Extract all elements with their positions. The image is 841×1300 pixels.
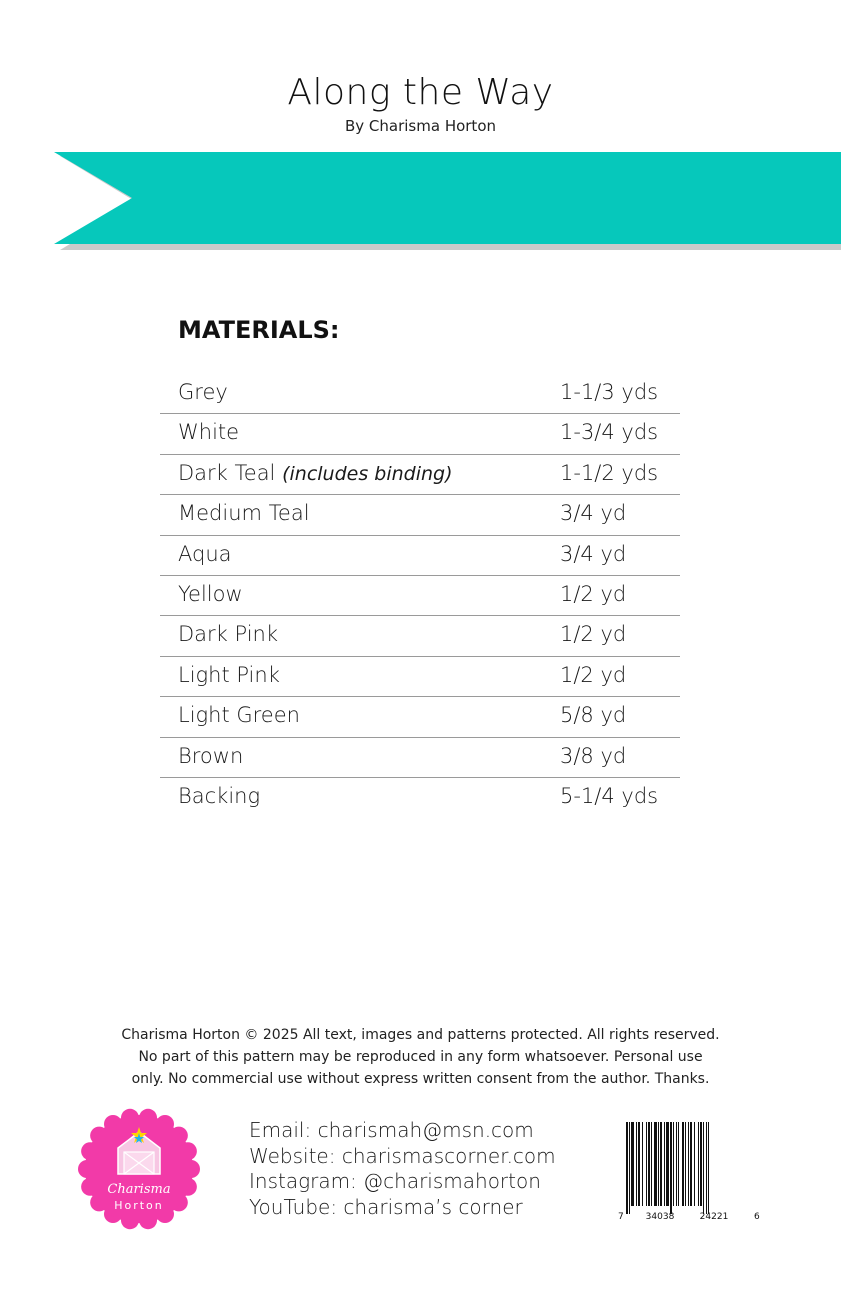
material-name: White (178, 420, 240, 445)
upc-barcode (614, 1120, 764, 1220)
material-name: Dark Pink (178, 622, 279, 647)
table-row (160, 697, 680, 737)
material-quantity: 3/4 yd (560, 541, 627, 566)
material-name: Brown (178, 743, 244, 768)
material-quantity: 1-1/3 yds (560, 380, 659, 404)
material-name: Medium Teal (178, 501, 310, 526)
materials-heading: MATERIALS: (178, 316, 340, 344)
material-name: Dark Teal (includes binding) (178, 460, 453, 485)
table-row (160, 455, 680, 495)
material-name: Yellow (178, 581, 243, 606)
table-row (160, 374, 680, 414)
barcode-digit-left: 7 (618, 1212, 624, 1220)
material-quantity: 1/2 yd (560, 662, 627, 687)
teal-ribbon-banner (0, 150, 841, 250)
contact-info (249, 1118, 556, 1220)
logo-text-charisma: Charisma (107, 1182, 171, 1197)
contact-website[interactable]: Website: charismascorner.com (249, 1143, 556, 1168)
copyright-notice: Charisma Horton © 2025 All text, images and patterns protected. All rights reserved. No part of this pattern may be reproduced in any form whatsoever. Personal use only. No commercial use without express written consent from the author. Thanks. (121, 1027, 720, 1087)
material-name: Aqua (178, 541, 232, 566)
table-row (160, 495, 680, 535)
material-quantity: 1/2 yd (560, 622, 627, 647)
table-row (160, 738, 680, 778)
contact-email[interactable]: Email: charismah@msn.com (249, 1118, 534, 1142)
material-quantity: 1/2 yd (560, 581, 627, 606)
table-row (160, 576, 680, 616)
material-quantity: 5/8 yd (560, 703, 627, 728)
material-name: Backing (178, 783, 261, 808)
material-name: Light Pink (178, 662, 280, 687)
material-quantity: 5-1/4 yds (560, 783, 659, 808)
material-quantity: 3/4 yd (560, 501, 627, 526)
contact-instagram[interactable]: Instagram: @charismahorton (249, 1169, 541, 1193)
logo-text-horton: Horton (114, 1199, 164, 1212)
charisma-horton-logo (78, 1108, 200, 1230)
author-byline: By Charisma Horton (344, 117, 497, 135)
table-row (160, 414, 680, 454)
table-row (160, 536, 680, 576)
material-note: (includes binding) (282, 462, 453, 485)
material-quantity: 1-3/4 yds (560, 420, 659, 445)
barcode-group-2: 24221 (699, 1212, 729, 1220)
contact-youtube[interactable]: YouTube: charisma’s corner (249, 1194, 523, 1219)
table-row (160, 778, 680, 818)
material-name: Light Green (178, 703, 300, 728)
material-quantity: 1-1/2 yds (560, 460, 659, 485)
barcode-group-1: 34038 (645, 1212, 675, 1220)
materials-table (160, 374, 680, 818)
material-name: Grey (178, 380, 228, 404)
barcode-digit-right: 6 (754, 1212, 760, 1220)
page-title: Along the Way (287, 72, 554, 113)
material-quantity: 3/8 yd (560, 743, 627, 768)
barcode-bars (626, 1122, 709, 1214)
table-row (160, 657, 680, 697)
table-row (160, 616, 680, 656)
